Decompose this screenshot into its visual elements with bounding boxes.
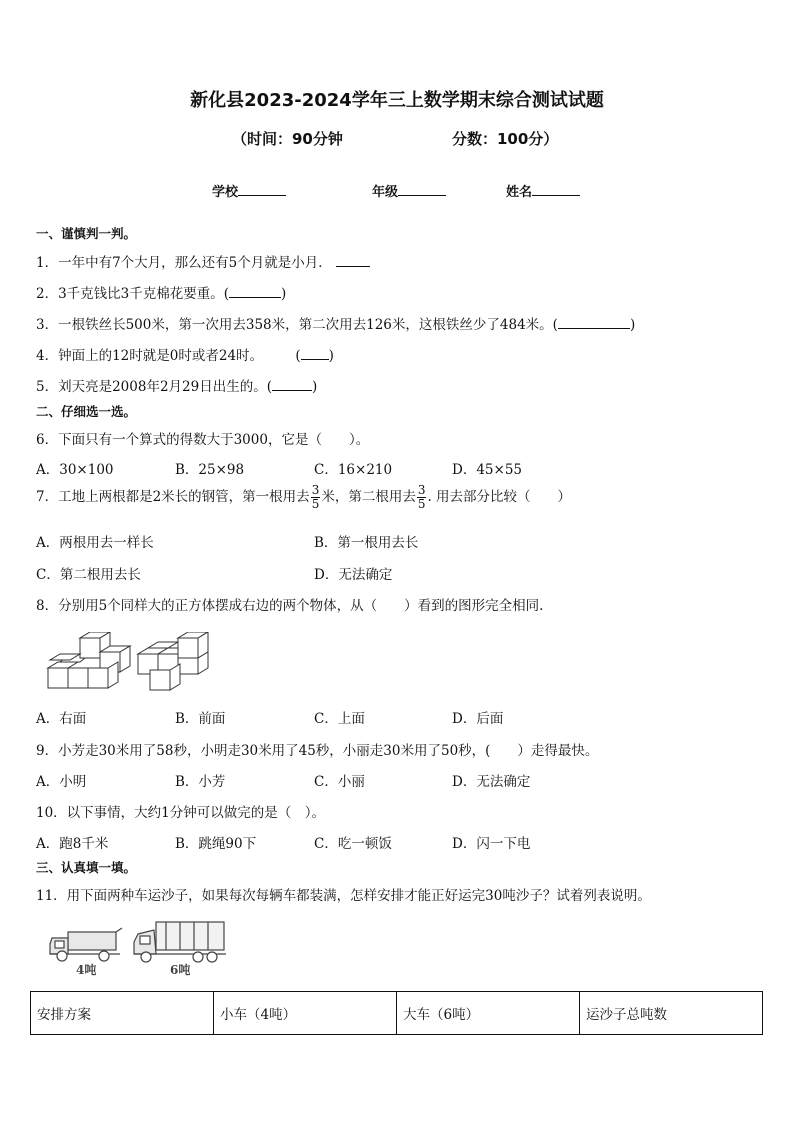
total-score: 分数：100分） [452, 130, 559, 148]
answer-blank-1[interactable] [336, 254, 370, 267]
q7-option-a[interactable]: A．两根用去一样长 [36, 535, 154, 551]
question-6-text: 6．下面只有一个算式的得数大于3000，它是（ ）。 [36, 432, 370, 448]
q8-option-c[interactable]: C．上面 [314, 711, 365, 727]
answer-blank-4[interactable] [301, 347, 329, 360]
q7-option-c[interactable]: C．第二根用去长 [36, 567, 141, 583]
question-7-text-a: 7．工地上两根都是2米长的钢管，第一根用去 [36, 489, 310, 505]
school-label: 学校 [212, 185, 239, 200]
question-3 [36, 313, 635, 333]
grade-label: 年级 [372, 185, 399, 200]
question-9-text: 9．小芳走30米用了58秒，小明走30米用了45秒，小丽走30米用了50秒，( ）走得最快。 [36, 743, 599, 759]
question-2 [36, 282, 286, 302]
question-7-text-b: 米，第二根用去 [321, 489, 416, 505]
q10-option-d[interactable]: D．闪一下电 [452, 836, 531, 852]
question-7 [36, 484, 571, 511]
question-5 [36, 375, 317, 395]
q7-option-d[interactable]: D．无法确定 [314, 567, 393, 583]
question-8-text: 8．分别用5个同样大的正方体摆成右边的两个物体，从（ ）看到的图形完全相同. [36, 598, 544, 614]
name-field [506, 181, 580, 200]
question-5-text: 5．刘天亮是2008年2月29日出生的。( [36, 379, 272, 395]
section-heading-judge: 一、谨慎判一判。 [36, 226, 137, 241]
answer-blank-2[interactable] [229, 285, 281, 298]
arrangement-table [30, 991, 763, 1035]
question-4-close: ) [328, 348, 334, 364]
q10-option-a[interactable]: A．跑8千米 [36, 836, 109, 852]
big-truck-label: 6吨 [170, 963, 191, 977]
q8-option-d[interactable]: D．后面 [452, 711, 504, 727]
cube-object-left [48, 632, 130, 688]
section-heading-fill: 三、认真填一填。 [36, 860, 137, 875]
trucks-illustration [48, 918, 230, 980]
answer-blank-3[interactable] [558, 316, 630, 329]
question-2-close: ) [281, 286, 287, 302]
name-label: 姓名 [506, 185, 533, 200]
question-7-text-c: . 用去部分比较（ ） [427, 489, 572, 505]
question-5-close: ) [311, 379, 318, 395]
question-4-text: 4．钟面上的12时就是0时或者24时。 [36, 348, 264, 364]
table-header-cell: 运沙子总吨数 [580, 992, 763, 1035]
table-header-cell: 安排方案 [31, 992, 214, 1035]
question-3-close: ) [629, 317, 636, 333]
q9-option-b[interactable]: B．小芳 [175, 774, 226, 790]
cube-object-right [138, 632, 208, 690]
question-4 [36, 344, 334, 364]
fraction-three-fifths: $\frac{3}{5}$ [311, 483, 320, 511]
grade-blank[interactable] [398, 183, 446, 196]
q10-option-b[interactable]: B．跳绳90下 [175, 836, 257, 852]
question-3-text: 3．一根铁丝长500米，第一次用去358米，第二次用去126米，这根铁丝少了484米。( [36, 317, 558, 333]
small-truck-label: 4吨 [76, 963, 97, 977]
section-heading-choose: 二、仔细选一选。 [36, 404, 137, 419]
question-10-text: 10．以下事情，大约1分钟可以做完的是（ ）。 [36, 805, 326, 821]
cube-figures-illustration [44, 632, 214, 692]
table-header-cell: 小车（4吨） [214, 992, 397, 1035]
question-1-text: 1．一年中有7个大月，那么还有5个月就是小月． [36, 255, 332, 271]
time-limit: （时间：90分钟 [232, 130, 343, 148]
q6-option-b[interactable]: B．25×98 [175, 462, 245, 478]
answer-blank-5[interactable] [272, 378, 312, 391]
q6-option-c[interactable]: C．16×210 [314, 462, 393, 478]
q9-option-d[interactable]: D．无法确定 [452, 774, 531, 790]
school-field [212, 181, 286, 200]
q10-option-c[interactable]: C．吃一顿饭 [314, 836, 392, 852]
q6-option-a[interactable]: A．30×100 [36, 462, 114, 478]
q8-option-a[interactable]: A．右面 [36, 711, 87, 727]
grade-field [372, 181, 446, 200]
q6-option-d[interactable]: D．45×55 [452, 462, 522, 478]
small-truck-icon [50, 928, 122, 961]
q9-option-c[interactable]: C．小丽 [314, 774, 365, 790]
page-title: 新化县2023-2024学年三上数学期末综合测试试题 [190, 90, 604, 111]
q7-option-b[interactable]: B．第一根用去长 [314, 535, 419, 551]
question-1 [36, 251, 370, 271]
q8-option-b[interactable]: B．前面 [175, 711, 226, 727]
name-blank[interactable] [532, 183, 580, 196]
question-11-text: 11．用下面两种车运沙子，如果每次每辆车都装满，怎样安排才能正好运完30吨沙子？试着列表说明。 [36, 888, 651, 904]
school-blank[interactable] [238, 183, 286, 196]
table-header-cell: 大车（6吨） [397, 992, 580, 1035]
question-2-text: 2．3千克钱比3千克棉花要重。( [36, 286, 230, 302]
table-header-row [31, 992, 763, 1035]
big-truck-icon [134, 922, 226, 962]
q9-option-a[interactable]: A．小明 [36, 774, 87, 790]
fraction-three-fifths-2: $\frac{3}{5}$ [417, 483, 426, 511]
question-4-open: ( [295, 348, 301, 364]
